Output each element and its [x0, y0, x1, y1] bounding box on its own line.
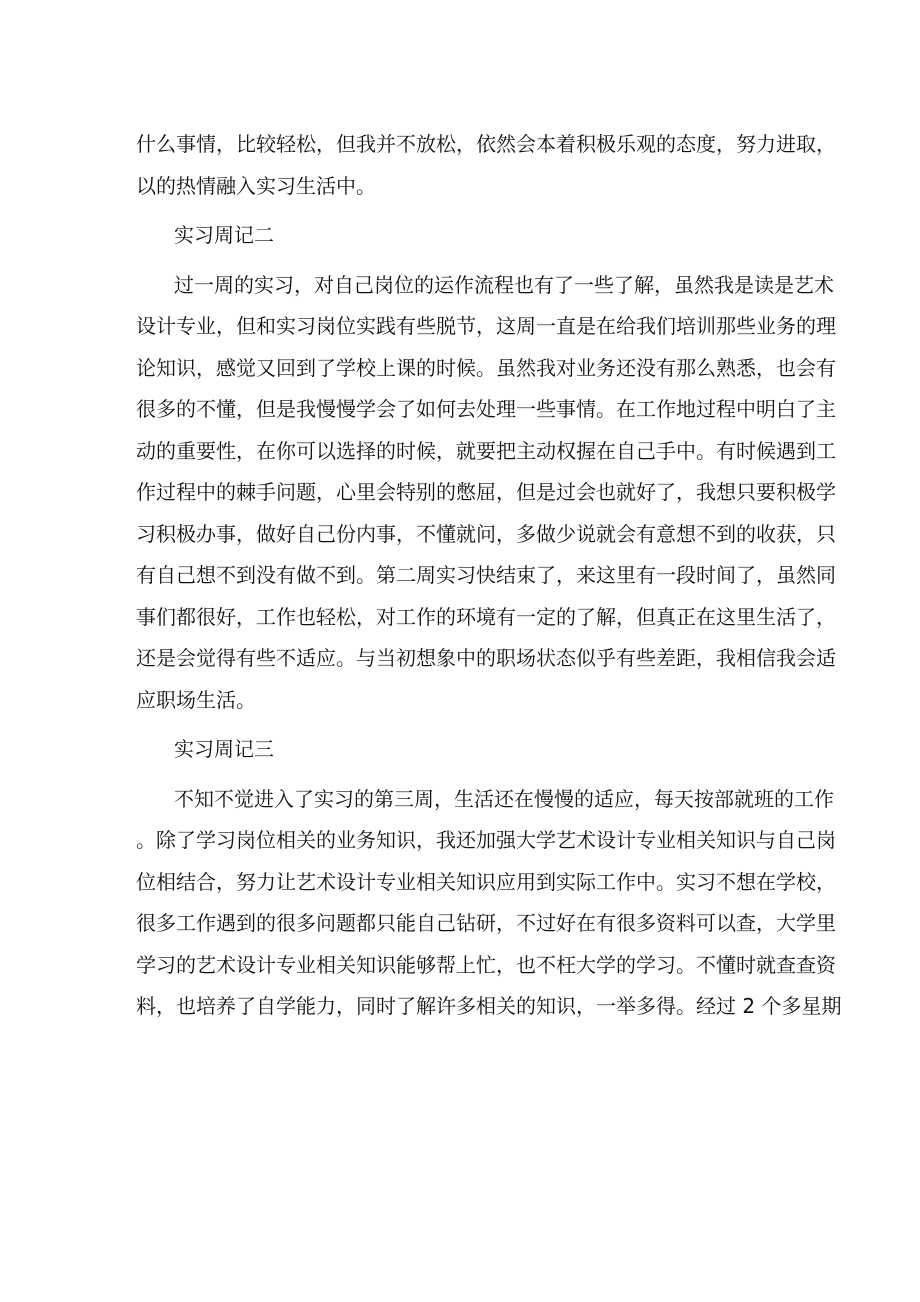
- text-line: 作过程中的棘手问题，心里会特别的憋屈，但是过会也就好了，我想只要积极学: [136, 480, 836, 504]
- text-line: 动的重要性，在你可以选择的时候，就要把主动权握在自己手中。有时候遇到工: [136, 438, 836, 463]
- text-line: 还是会觉得有些不适应。与当初想象中的职场状态似乎有些差距，我相信我会适: [136, 646, 836, 670]
- text-line: 不知不觉进入了实习的第三周，生活还在慢慢的适应，每天按部就班的工作: [174, 786, 834, 811]
- text-line: 应职场生活。: [136, 687, 256, 712]
- document-body: [136, 124, 842, 1028]
- text-line: 什么事情，比较轻松，但我并不放松，依然会本着积极乐观的态度，努力进取，: [136, 132, 836, 156]
- text-line: 习积极办事，做好自己份内事，不懂就问，多做少说就会有意想不到的收获，只: [136, 521, 836, 546]
- text-line: 位相结合，努力让艺术设计专业相关知识应用到实际工作中。实习不想在学校，: [136, 869, 836, 894]
- text-line: 设计专业，但和实习岗位实践有些脱节，这周一直是在给我们培训那些业务的理: [136, 314, 836, 338]
- text-line: 料，也培养了自学能力，同时了解许多相关的知识，一举多得。经过 2 个多星期: [136, 994, 842, 1018]
- paragraph-continuation: [136, 124, 836, 207]
- text-line: 事们都很好，工作也轻松，对工作的环境有一定的了解，但真正在这里生活了，: [136, 604, 836, 629]
- text-line: 以的热情融入实习生活中。: [136, 173, 376, 198]
- text-line: 很多的不懂，但是我慢慢学会了如何去处理一些事情。在工作地过程中明白了主: [136, 397, 836, 421]
- text-line: 论知识，感觉又回到了学校上课的时候。虽然我对业务还没有那么熟悉，也会有: [136, 355, 836, 380]
- paragraph-week-3: [136, 779, 842, 1028]
- text-line: 学习的艺术设计专业相关知识能够帮上忙，也不枉大学的学习。不懂时就查查资: [136, 952, 836, 977]
- text-line: 有自己想不到没有做不到。第二周实习快结束了，来这里有一段时间了，虽然同: [136, 563, 836, 587]
- text-line: 过一周的实习，对自己岗位的运作流程也有了一些了解，虽然我是读是艺术: [174, 272, 834, 297]
- section-heading-week-3: 实习周记三: [174, 737, 274, 761]
- paragraph-week-2: [136, 265, 836, 722]
- text-line: 。除了学习岗位相关的业务知识，我还加强大学艺术设计专业相关知识与自己岗: [136, 828, 836, 852]
- section-heading-week-2: 实习周记二: [174, 223, 274, 247]
- text-line: 很多工作遇到的很多问题都只能自己钻研，不过好在有很多资料可以查，大学里: [136, 911, 836, 935]
